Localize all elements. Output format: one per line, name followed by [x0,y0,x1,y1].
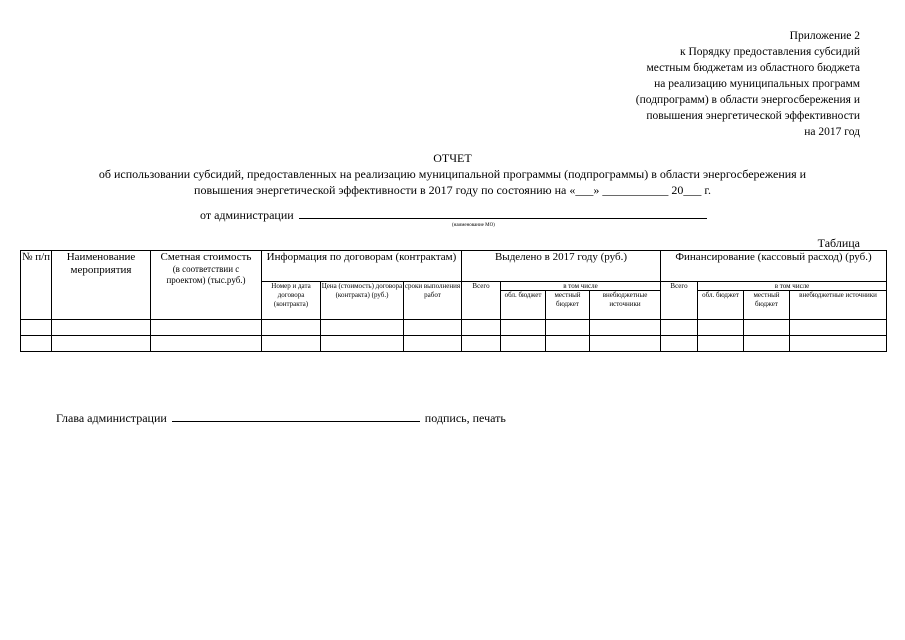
header-contract-no: Номер и дата договора (контракта) [262,282,321,320]
header-allocated-offbudget: внебюджетные источники [590,291,661,320]
admin-hint: (наименование МО) [452,223,495,228]
appendix-line: на реализацию муниципальных программ [654,78,860,90]
header-cost [151,251,262,320]
table-cell[interactable] [661,336,698,352]
appendix-line: повышения энергетической эффективности [646,110,860,122]
table-cell[interactable] [52,320,151,336]
header-cost-note: (в соответствии с проектом) (тыс.руб.) [166,264,246,285]
table-cell[interactable] [501,336,546,352]
header-allocated-total: Всего [462,282,501,320]
table-cell[interactable] [404,336,462,352]
table-cell[interactable] [151,336,262,352]
appendix-line: на 2017 год [804,126,860,138]
header-num: № п/п [21,251,52,320]
admin-label: от администрации [200,208,294,222]
header-contract-price: Цена (стоимость) договора (контракта) (руб.) [321,282,404,320]
report-subtitle-line2: повышения энергетической эффективности в 2017 году по состоянию на «___» ___________ 20___ г. [194,183,711,197]
table-cell[interactable] [462,320,501,336]
appendix-block [636,28,860,140]
table-cell[interactable] [21,320,52,336]
report-title-block [0,150,905,198]
table-label: Таблица [817,236,860,250]
table-cell[interactable] [262,320,321,336]
table-cell[interactable] [546,320,590,336]
table-cell[interactable] [462,336,501,352]
header-financing-local: местный бюджет [744,291,790,320]
table-row [21,336,887,352]
header-financing: Финансирование (кассовый расход) (руб.) [661,251,887,282]
header-cost-title: Сметная стоимость [160,251,252,263]
table-cell[interactable] [52,336,151,352]
signature-line [56,411,506,425]
appendix-line: к Порядку предоставления субсидий [680,46,860,58]
table-cell[interactable] [321,320,404,336]
header-financing-including: в том числе [698,282,887,291]
sign-label: подпись, печать [424,411,506,425]
header-allocated-regional: обл. бюджет [501,291,546,320]
report-title: ОТЧЕТ [433,151,472,165]
table-cell[interactable] [661,320,698,336]
table-row [21,320,887,336]
header-contracts: Информация по договорам (контрактам) [262,251,462,282]
table-cell[interactable] [790,320,887,336]
table-cell[interactable] [698,320,744,336]
table-cell[interactable] [590,320,661,336]
header-allocated-local: местный бюджет [546,291,590,320]
admin-line [200,208,707,222]
appendix-line: (подпрограмм) в области энергосбережения и [635,94,860,106]
header-contract-terms: сроки выполнения работ [404,282,462,320]
table-cell[interactable] [698,336,744,352]
header-allocated: Выделено в 2017 году (руб.) [462,251,661,282]
table-cell[interactable] [21,336,52,352]
header-allocated-including: в том числе [501,282,661,291]
appendix-line: Приложение 2 [789,30,860,42]
signature-field[interactable] [172,411,420,422]
table-cell[interactable] [744,336,790,352]
header-name: Наименование мероприятия [52,251,151,320]
table-cell[interactable] [321,336,404,352]
table-cell[interactable] [262,336,321,352]
table-cell[interactable] [546,336,590,352]
table-cell[interactable] [790,336,887,352]
head-label: Глава администрации [56,411,167,425]
header-financing-regional: обл. бюджет [698,291,744,320]
table-cell[interactable] [744,320,790,336]
table-cell[interactable] [590,336,661,352]
table-cell[interactable] [501,320,546,336]
appendix-line: местным бюджетам из областного бюджета [646,62,860,74]
table-cell[interactable] [404,320,462,336]
admin-name-field[interactable] [299,208,707,219]
header-financing-total: Всего [661,282,698,320]
report-table [20,250,887,352]
header-financing-offbudget: внебюджетные источники [790,291,887,320]
table-cell[interactable] [151,320,262,336]
report-subtitle-line1: об использовании субсидий, предоставленных на реализацию муниципальной программы (подпрограммы) в области энергосбережения и [98,167,807,181]
